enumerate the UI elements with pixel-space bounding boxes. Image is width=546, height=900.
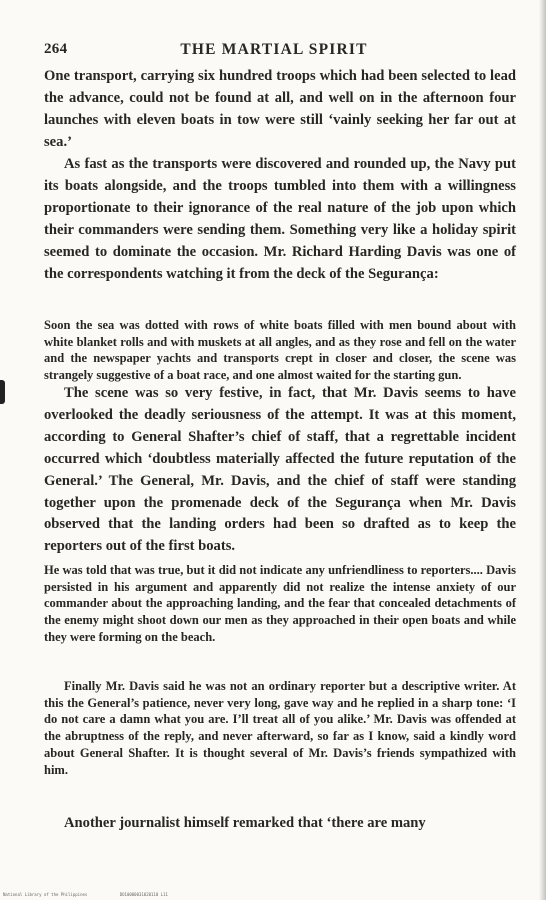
block-quote-3: Finally Mr. Davis said he was not an ordinary reporter but a descriptive writer. At this the General’s patience, never very long, gave way and he replied in a sharp tone: ‘I do not care a damn what you are. I’ll treat all of you alike.’ Mr. Davis was offended at the abruptness of the reply, and never afterward, so far as I know, said a kindly word about General Shafter. It is thought several of Mr. Davis’s friends sympathized with him. xyxy=(44,679,516,777)
body-paragraph-2: As fast as the transports were discovered and rounded up, the Navy put its boats alongside, and the troops tumbled into them with a willingness proportionate to their ignorance of the real nature of the job upon which their commanders were sending them. Something very like a holiday spirit seemed to dominate the occasion. Mr. Richard Harding Davis was one of the correspondents watching it from the deck of the Segurança: xyxy=(44,156,516,282)
block-quote-2: He was told that was true, but it did not indicate any unfriendliness to reporters.... Davis persisted in his argument and apparently did not realize the intense anxiety of our commander about the approaching landing, and the fear that concealed detachments of the enemy might shoot down our men as they approached in their open boats and while they were forming on the beach. xyxy=(44,563,516,644)
page-header xyxy=(44,41,504,61)
page-edge-shadow xyxy=(539,0,546,900)
running-title: THE MARTIAL SPIRIT xyxy=(180,41,368,58)
block-quote-1: Soon the sea was dotted with rows of white boats filled with men bound about with white blanket rolls and with muskets at all angles, and as they rose and fell on the water and the newspaper yachts and transports crept in closer and closer, the scene was strangely suggestive of a boat race, and one almost waited for the starting gun. xyxy=(44,318,516,383)
body-paragraph-3: The scene was so very festive, in fact, that Mr. Davis seems to have overlooked the deadly seriousness of the attempt. It was at this moment, according to General Shafter’s chief of staff, that a regrettable incident occurred which ‘doubtless materially affected the future reputation of the General.’ The General, Mr. Davis, and the chief of staff were standing together upon the promenade deck of the Segurança when Mr. Davis observed that the landing orders had been so drafted as to keep the reporters out of the first boats. xyxy=(44,385,516,555)
scan-footer-left: National Library of the Philippines xyxy=(3,892,88,897)
page-number: 264 xyxy=(44,41,68,57)
binding-mark xyxy=(0,380,5,404)
scan-footer xyxy=(3,892,198,897)
body-paragraph-1: One transport, carrying six hundred troops which had been selected to lead the advance, could not be found at all, and well on in the afternoon four launches with eleven boats in tow were still ‘vainly seeking her far out at sea.’ xyxy=(44,68,516,150)
scan-footer-right: DO10000031020110 L11 xyxy=(119,892,168,897)
body-paragraph-4: Another journalist himself remarked that ‘there are many xyxy=(64,815,426,831)
